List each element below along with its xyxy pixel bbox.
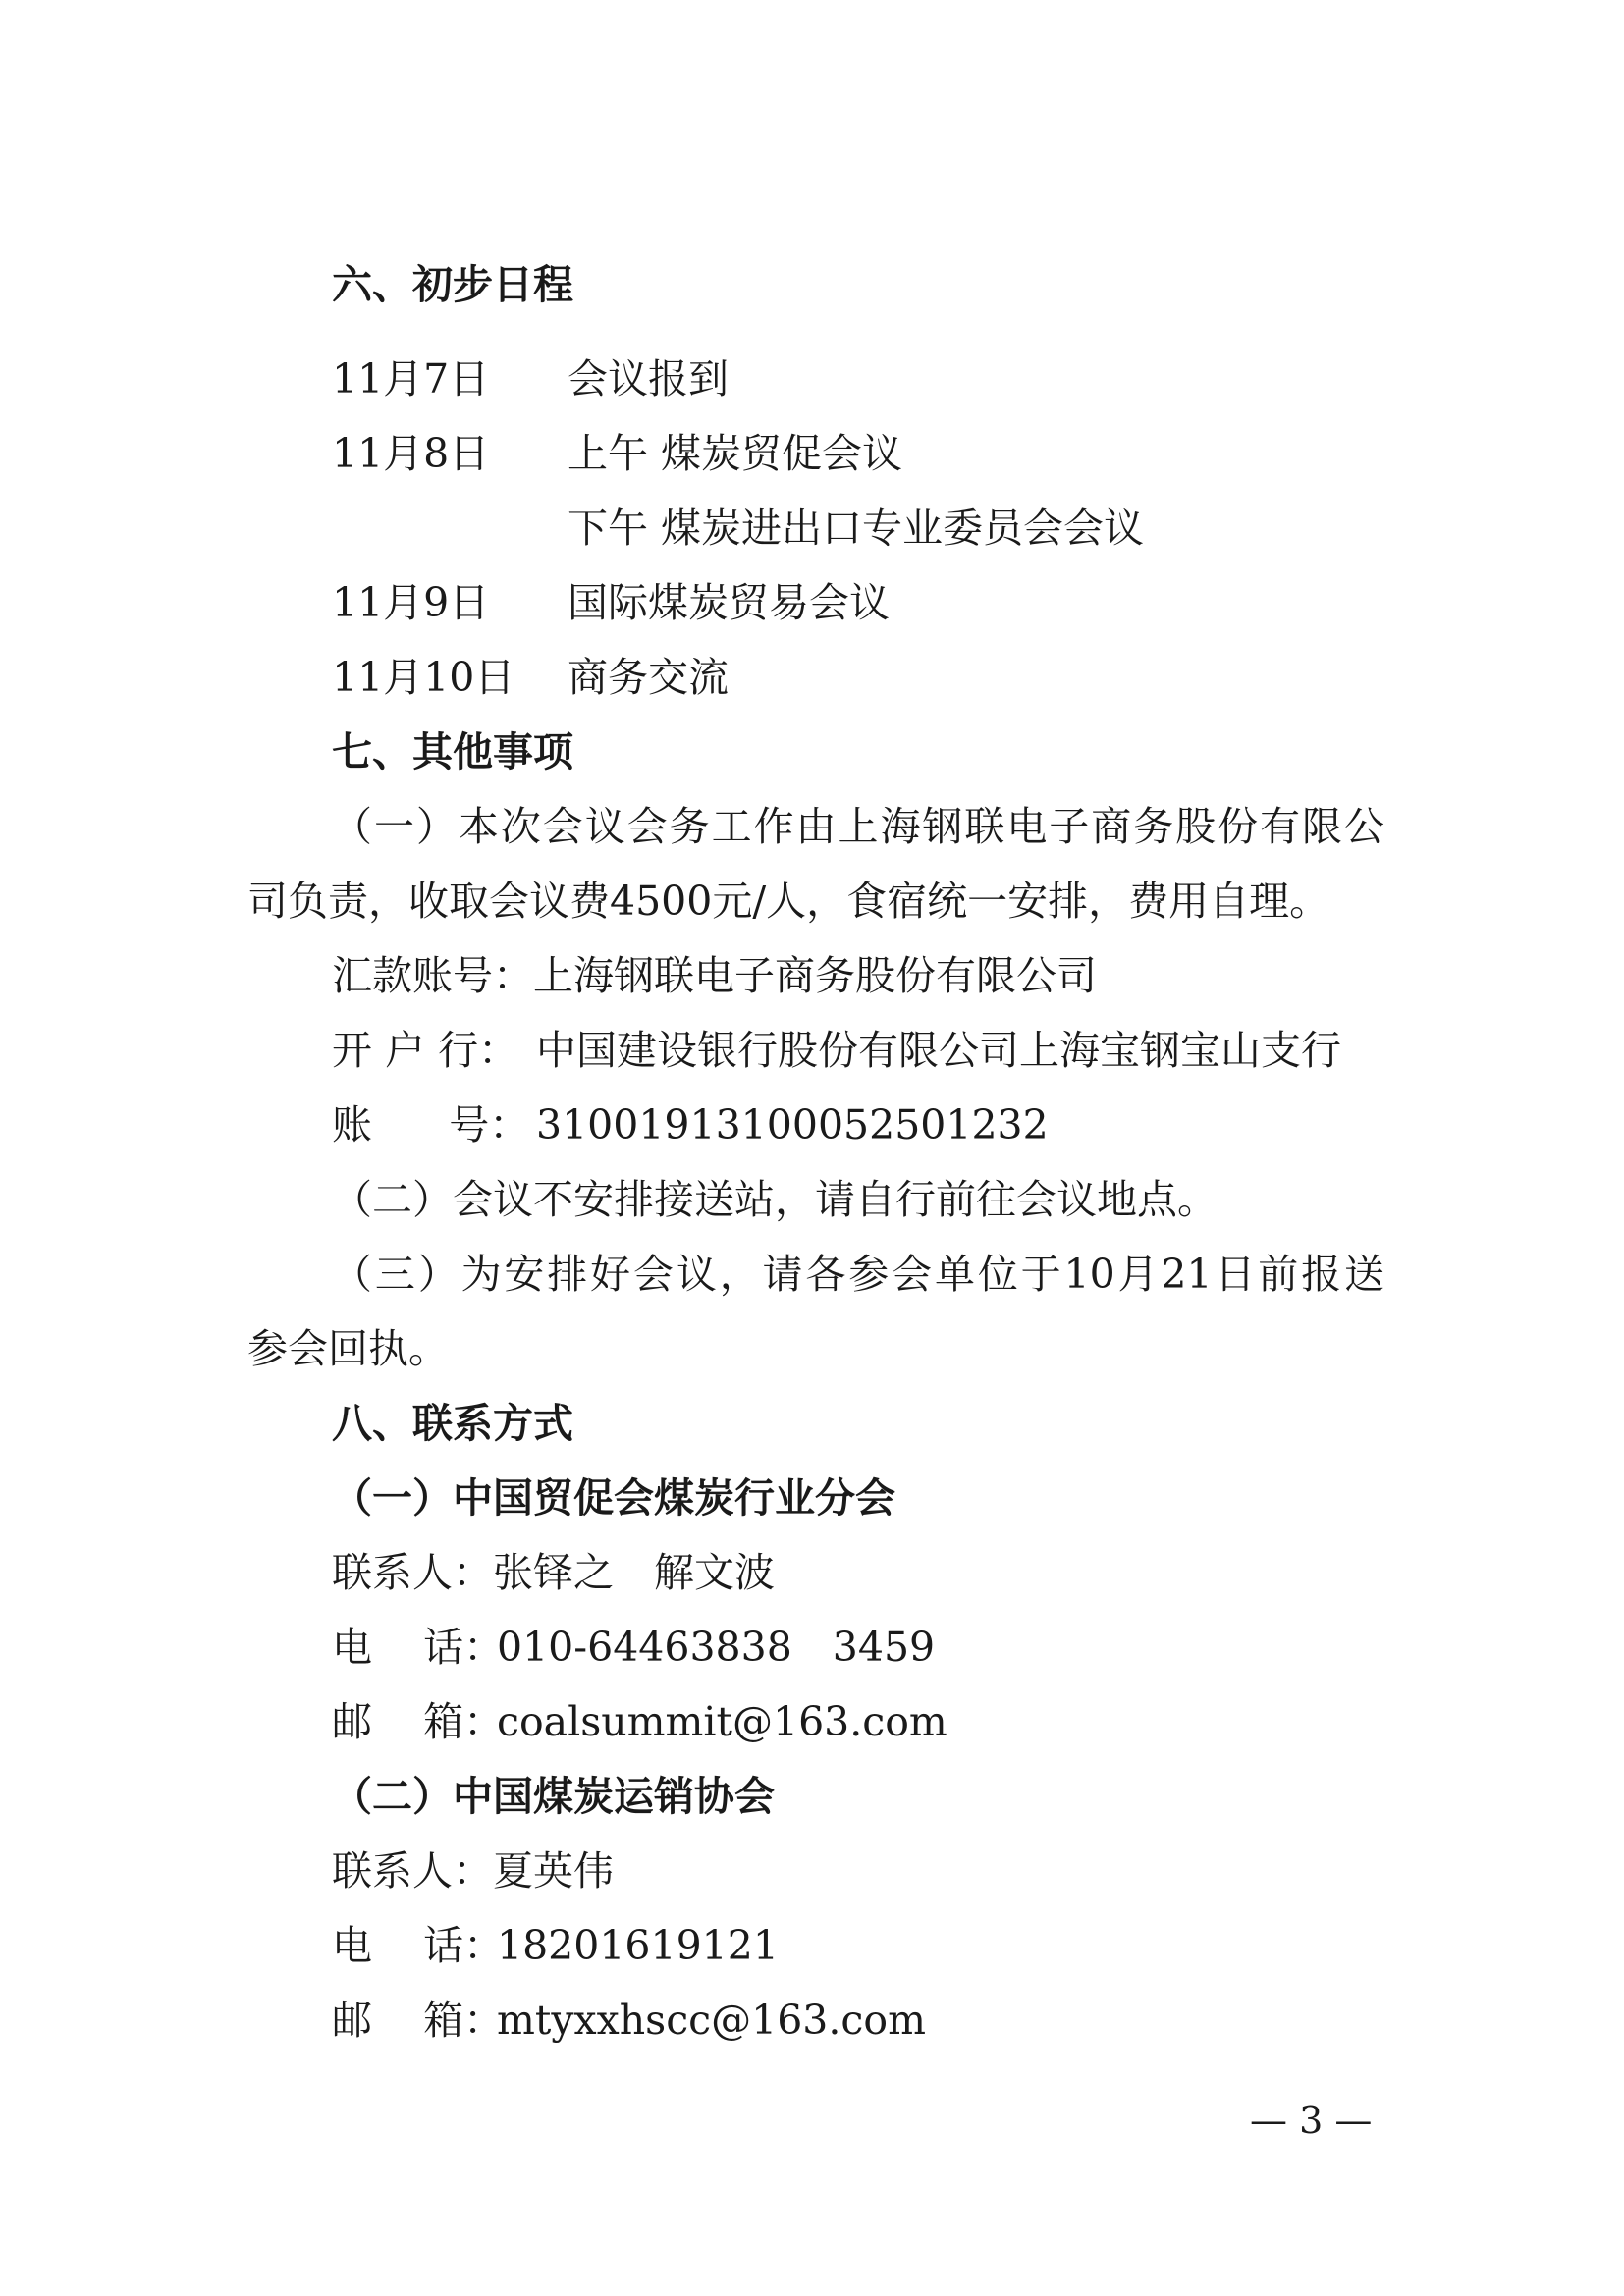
account-name: 汇款账号：上海钢联电子商务股份有限公司 <box>332 952 1097 999</box>
account-line <box>332 1097 1049 1152</box>
item3-line2: 参会回执。 <box>247 1325 449 1372</box>
org1-name: （一）中国贸促会煤炭行业分会 <box>332 1474 895 1522</box>
schedule-date: 11月7日 <box>332 355 490 402</box>
bank-line <box>332 1023 1341 1078</box>
email-label: 邮 箱： <box>332 1698 505 1745</box>
account-label: 账 号： <box>332 1101 530 1148</box>
org1-email-line <box>332 1694 947 1749</box>
phone-label: 电 话： <box>332 1922 505 1969</box>
email-value[interactable]: coalsummit@163.com <box>497 1698 947 1745</box>
schedule-date: 11月10日 <box>332 654 515 701</box>
email-label: 邮 箱： <box>332 1997 505 2044</box>
section6-title: 六、初步日程 <box>332 261 573 308</box>
schedule-text: 上午 煤炭贸促会议 <box>568 430 903 477</box>
schedule-text: 商务交流 <box>568 654 729 701</box>
item2: （二）会议不安排接送站，请自行前往会议地点。 <box>332 1176 1218 1223</box>
bank-value: 中国建设银行股份有限公司上海宝钢宝山支行 <box>536 1027 1341 1074</box>
phone-value: 18201619121 <box>497 1922 779 1969</box>
bank-label: 开 户 行： <box>332 1027 519 1074</box>
section7-title: 七、其他事项 <box>332 728 573 775</box>
org2-name: （二）中国煤炭运销协会 <box>332 1773 775 1820</box>
section8-title: 八、联系方式 <box>332 1400 573 1447</box>
schedule-date: 11月8日 <box>332 430 490 477</box>
schedule-text: 下午 煤炭进出口专业委员会会议 <box>568 505 1145 552</box>
page-number: — 3 — <box>1250 2099 1373 2142</box>
item3-line1: （三）为安排好会议，请各参会单位于10月21日前报送 <box>332 1251 1384 1298</box>
email-value[interactable]: mtyxxhscc@163.com <box>497 1997 926 2044</box>
org2-contact: 联系人：夏英伟 <box>332 1847 614 1895</box>
phone-value: 010-64463838 3459 <box>497 1624 936 1671</box>
item1-line2: 司负责，收取会议费4500元/人，食宿统一安排，费用自理。 <box>247 878 1330 925</box>
schedule-date: 11月9日 <box>332 579 490 626</box>
item1-line1: （一）本次会议会务工作由上海钢联电子商务股份有限公 <box>332 803 1384 850</box>
schedule-text: 国际煤炭贸易会议 <box>568 579 890 626</box>
schedule-text: 会议报到 <box>568 355 729 402</box>
account-value: 31001913100052501232 <box>536 1101 1049 1148</box>
org2-phone-line <box>332 1918 779 1973</box>
org2-email-line <box>332 1993 926 2048</box>
org1-phone-line <box>332 1620 935 1675</box>
org1-contact: 联系人：张铎之 解文波 <box>332 1549 775 1596</box>
phone-label: 电 话： <box>332 1624 505 1671</box>
